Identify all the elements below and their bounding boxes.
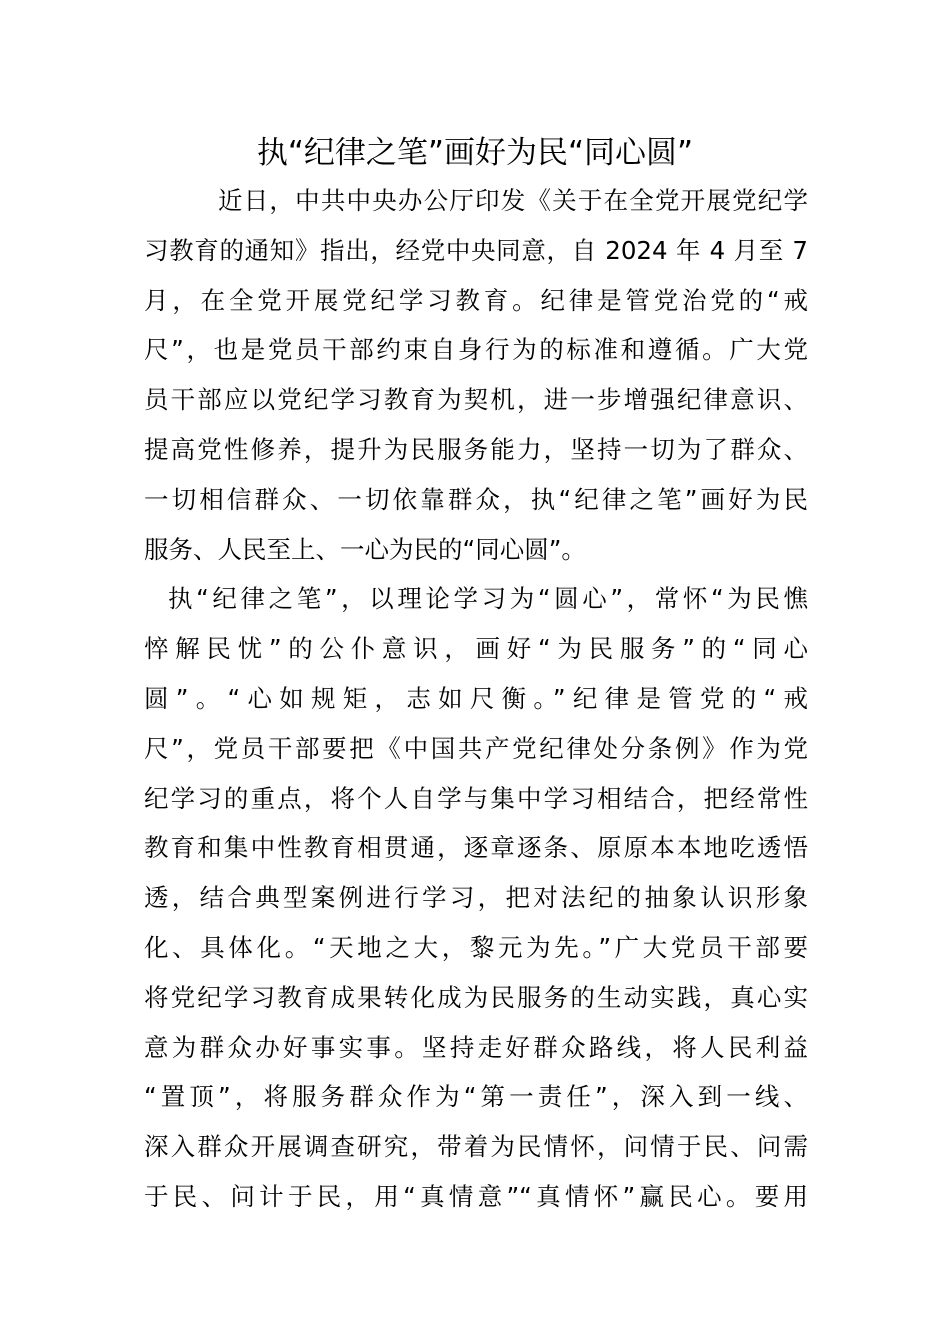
paragraph-2-line-1: 执“纪律之笔”，以理论学习为“圆心”，常怀“为民憔	[168, 584, 808, 614]
paragraph-1-line-8: 服务、人民至上、一心为民的“同心圆”。	[144, 534, 586, 564]
paragraph-2-line-8: 化、具体化。“天地之大，黎元为先。”广大党员干部要	[144, 932, 808, 962]
paragraph-2-line-5: 纪学习的重点，将个人自学与集中学习相结合，把经常性	[144, 783, 808, 813]
paragraph-1-line-1: 近日，中共中央办公厅印发《关于在全党开展党纪学	[218, 186, 808, 215]
paragraph-1-line-5: 员干部应以党纪学习教育为契机，进一步增强纪律意识、	[144, 385, 808, 415]
paragraph-1-line-6: 提高党性修养，提升为民服务能力，坚持一切为了群众、	[144, 434, 808, 464]
paragraph-1-line-2: 习教育的通知》指出，经党中央同意，自 2024 年 4 月至 7	[144, 235, 808, 265]
paragraph-2-line-12: 深入群众开展调查研究，带着为民情怀，问情于民、问需	[144, 1132, 808, 1162]
paragraph-2-line-9: 将党纪学习教育成果转化成为民服务的生动实践，真心实	[144, 982, 808, 1012]
paragraph-2-line-4: 尺”，党员干部要把《中国共产党纪律处分条例》作为党	[144, 733, 808, 763]
paragraph-1-line-7: 一切相信群众、一切依靠群众，执“纪律之笔”画好为民	[144, 484, 808, 514]
paragraph-2-line-13: 于民、问计于民，用“真情意”“真情怀”赢民心。要用	[144, 1181, 808, 1211]
paragraph-2-line-7: 透，结合典型案例进行学习，把对法纪的抽象认识形象	[144, 883, 808, 913]
paragraph-2-line-6: 教育和集中性教育相贯通，逐章逐条、原原本本地吃透悟	[144, 833, 808, 863]
paragraph-2-line-2: 悴解民忧”的公仆意识，画好“为民服务”的“同心	[144, 634, 808, 664]
paragraph-2-line-3: 圆”。“心如规矩，志如尺衡。”纪律是管党的“戒	[144, 683, 808, 713]
paragraph-1-line-4: 尺”，也是党员干部约束自身行为的标准和遵循。广大党	[144, 335, 808, 365]
paragraph-1-line-3: 月，在全党开展党纪学习教育。纪律是管党治党的“戒	[144, 285, 808, 315]
paragraph-2-line-11: “置顶”，将服务群众作为“第一责任”，深入到一线、	[144, 1082, 808, 1112]
paragraph-2-line-10: 意为群众办好事实事。坚持走好群众路线，将人民利益	[144, 1032, 808, 1062]
article-title: 执“纪律之笔”画好为民“同心圆”	[256, 135, 694, 171]
article-body	[144, 176, 808, 1222]
